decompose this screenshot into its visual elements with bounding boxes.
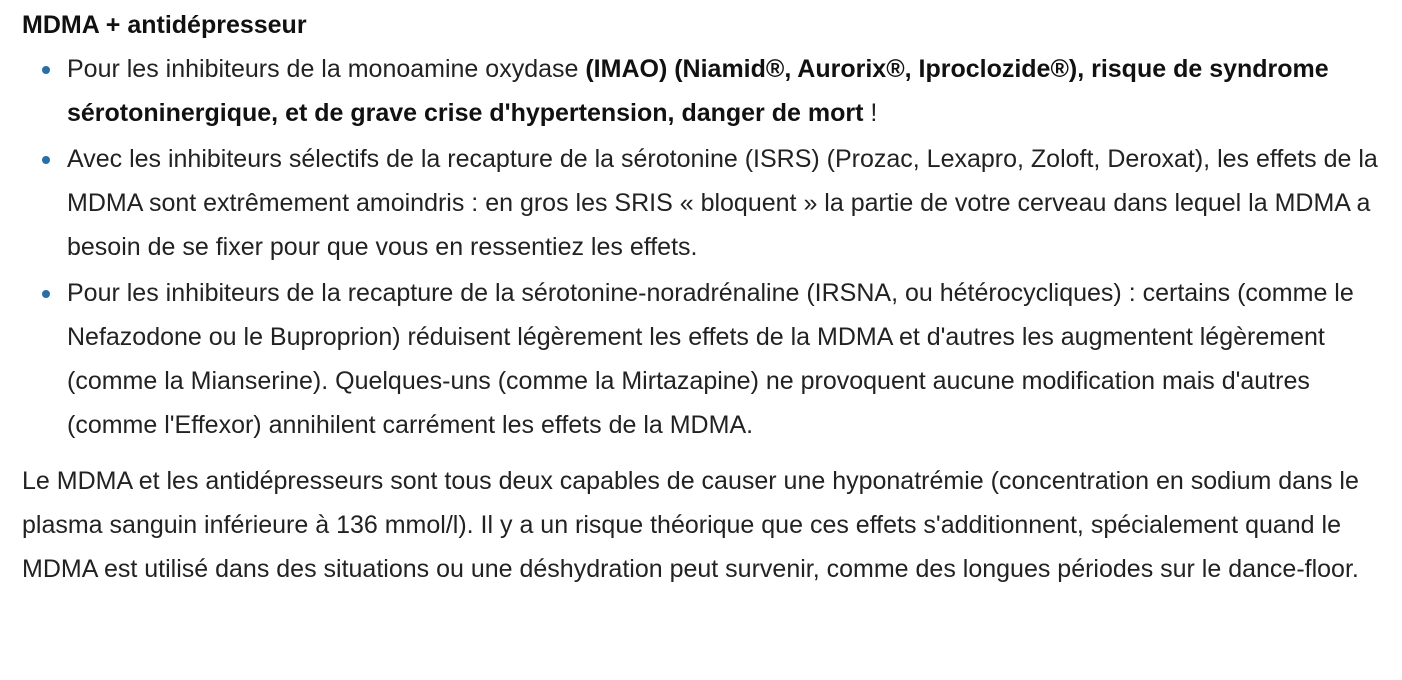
list-item-text-end: !	[863, 99, 878, 127]
list-item-bold-warning: (IMAO) (Niamid®, Aurorix®, Iproclozide®), risque de syndrome sérotoninergique, et de grave crise d'hypertension, danger de mort	[67, 55, 1329, 127]
bullet-icon	[42, 66, 50, 74]
hyponatremia-paragraph: Le MDMA et les antidépresseurs sont tous deux capables de causer une hyponatrémie (concentration en sodium dans le plasma sanguin inférieure à 136 mmol/l). Il y a un risque théorique que ces effets s'additionnent, spécialement quand le MDMA est utilisé dans des situations ou une déshydration peut survenir, comme des longues périodes sur le dance-floor.	[22, 467, 1359, 583]
list-item-irsna	[67, 271, 1392, 447]
article-section	[22, 3, 1392, 591]
list-item-text: Pour les inhibiteurs de la recapture de la sérotonine-noradrénaline (IRSNA, ou hétérocycliques) : certains (comme le Nefazodone ou le Buproprion) réduisent légèrement les effets de la MDMA et d'autres les augmentent légèrement (comme la Mianserine). Quelques-uns (comme la Mirtazapine) ne provoquent aucune modification mais d'autres (comme l'Effexor) annihilent carrément les effets de la MDMA.	[67, 279, 1354, 439]
list-item-text: Avec les inhibiteurs sélectifs de la recapture de la sérotonine (ISRS) (Prozac, Lexapro, Zoloft, Deroxat), les effets de la MDMA sont extrêmement amoindris : en gros les SRIS « bloquent » la partie de votre cerveau dans lequel la MDMA a besoin de se fixer pour que vous en ressentiez les effets.	[67, 145, 1378, 261]
list-item-text: Pour les inhibiteurs de la monoamine oxydase	[67, 55, 586, 83]
list-item-isrs	[67, 137, 1392, 269]
section-heading: MDMA + antidépresseur	[22, 11, 307, 39]
bullet-list	[22, 47, 1392, 447]
list-item-imao	[67, 47, 1392, 135]
bullet-icon	[42, 156, 50, 164]
bullet-icon	[42, 290, 50, 298]
